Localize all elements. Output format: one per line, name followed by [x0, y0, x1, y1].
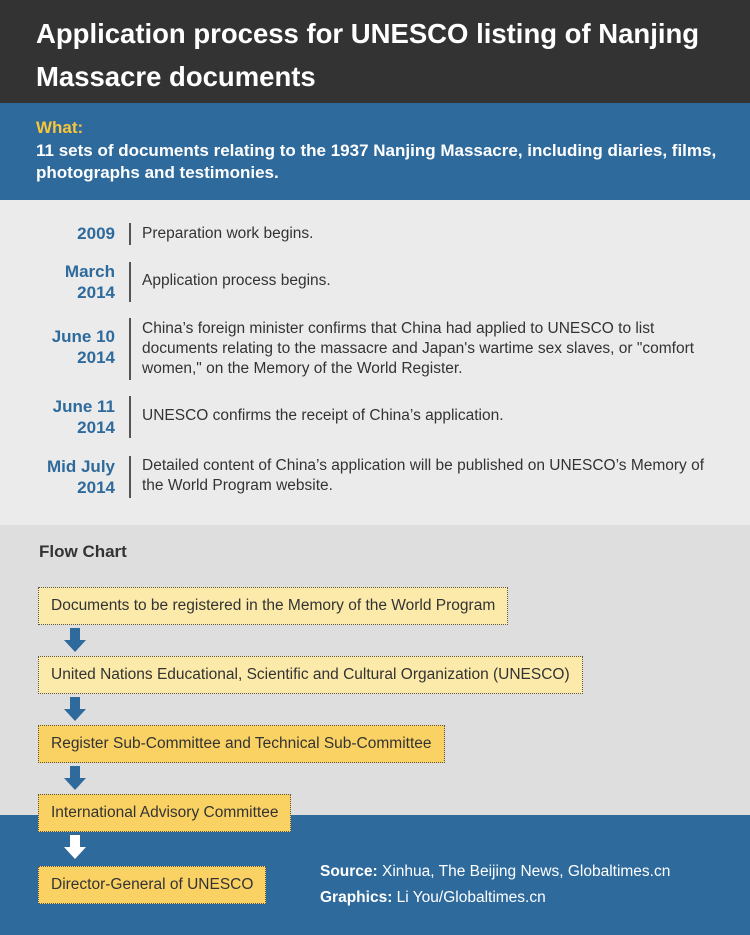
- timeline-date: June 10 2014: [51, 327, 115, 367]
- timeline-divider: [129, 396, 131, 438]
- flow-step-advisory-committee: International Advisory Committee: [38, 794, 291, 832]
- page-title: Application process for UNESCO listing of Nanjing Massacre documents: [36, 18, 700, 92]
- timeline-text: Detailed content of China’s application will be published on UNESCO’s Memory of the World Program website.: [142, 457, 705, 494]
- arrow-down-icon: [64, 835, 86, 859]
- timeline-divider: [129, 262, 131, 302]
- timeline-text: UNESCO confirms the receipt of China’s application.: [142, 407, 504, 424]
- arrow-down-icon: [64, 628, 86, 652]
- timeline-date: 2009: [77, 224, 115, 243]
- flow-step-documents: Documents to be registered in the Memory of the World Program: [38, 587, 508, 625]
- source-credit: Source: Xinhua, The Beijing News, Globaltimes.cn: [320, 863, 671, 880]
- timeline-divider: [129, 223, 131, 245]
- arrow-down-icon: [64, 766, 86, 790]
- timeline-text: China’s foreign minister confirms that China had applied to UNESCO to list documents relating to the massacre and Japan's wartime sex slaves, or "comfort women," on the Memory of the World Register.: [142, 320, 695, 377]
- timeline-divider: [129, 318, 131, 380]
- timeline-divider: [129, 456, 131, 498]
- flow-step-director-general: Director-General of UNESCO: [38, 866, 266, 904]
- what-description: 11 sets of documents relating to the 1937 Nanjing Massacre, including diaries, films, photographs and testimonies.: [36, 141, 717, 182]
- timeline-date: June 11 2014: [52, 397, 115, 437]
- timeline-text: Application process begins.: [142, 272, 331, 289]
- timeline-date: Mid July 2014: [46, 457, 115, 497]
- what-label: What:: [36, 118, 84, 137]
- graphics-credit: Graphics: Li You/Globaltimes.cn: [320, 889, 546, 906]
- timeline-date: March 2014: [64, 262, 115, 302]
- flow-step-sub-committees: Register Sub-Committee and Technical Sub-Committee: [38, 725, 445, 763]
- timeline-text: Preparation work begins.: [142, 225, 314, 242]
- flow-step-unesco: United Nations Educational, Scientific and Cultural Organization (UNESCO): [38, 656, 583, 694]
- arrow-down-icon: [64, 697, 86, 721]
- flow-chart-title: Flow Chart: [39, 542, 127, 561]
